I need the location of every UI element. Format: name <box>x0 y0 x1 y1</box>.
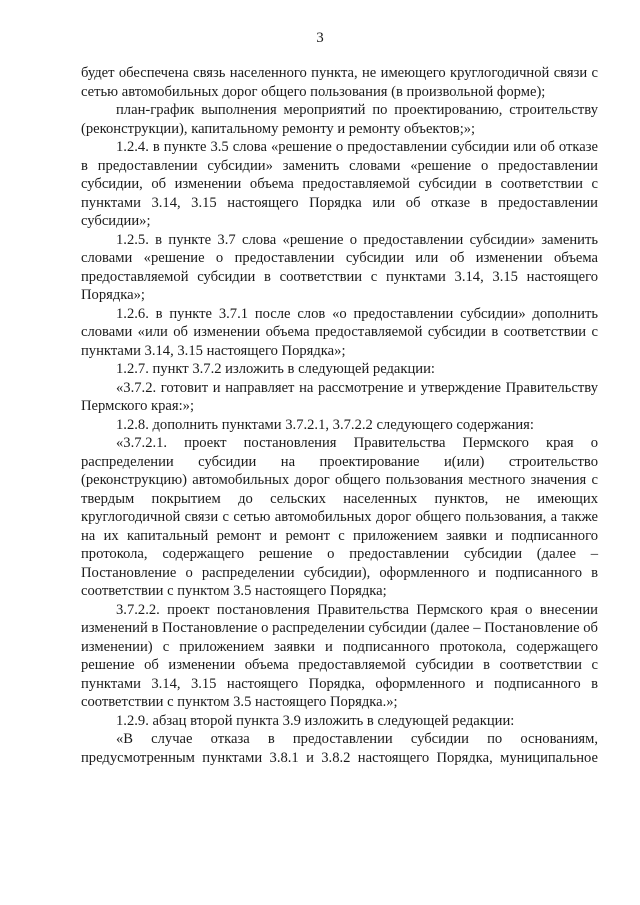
paragraph-9: «3.7.2.1. проект постановления Правительства Пермского края о распределении субсидии на проектирование и(или) строительство (реконструкцию) автомобильных дорог общего пользования местного значения с твердым покрытием до сельских населенных пунктов, не имеющих круглогодичной связи с сетью автомобильных дорог общего пользования, а также на их капитальный ремонт и ремонт с приложением заявки и подписанного протокола, содержащего решение о предоставлении субсидии (далее – Постановление о распределении субсидии), оформленного и подписанного в соответствии с пунктом 3.5 настоящего Порядка; <box>81 435 598 599</box>
paragraph-11: 1.2.9. абзац второй пункта 3.9 изложить в следующей редакции: <box>116 712 515 729</box>
paragraph-10: 3.7.2.2. проект постановления Правительства Пермского края о внесении изменений в Постановление о распределении субсидии (далее – Постановление об изменении) с приложением заявки и подписанного протокола, содержащего решение об изменении объема предоставляемой субсидии в соответствии с пунктами 3.14, 3.15 настоящего Порядка, оформленного и подписанного в соответствии с пунктом 3.5 настоящего Порядка.»; <box>81 601 598 710</box>
paragraph-5: 1.2.6. в пункте 3.7.1 после слов «о предоставлении субсидии» дополнить словами «или об изменении объема предоставляемой субсидии в соответствии с пунктами 3.14, 3.15 настоящего Порядка»; <box>81 305 598 359</box>
paragraph-1: будет обеспечена связь населенного пункта, не имеющего круглогодичной связи с сетью автомобильных дорог общего пользования (в произвольной форме); <box>81 65 598 100</box>
paragraph-8: 1.2.8. дополнить пунктами 3.7.2.1, 3.7.2.2 следующего содержания: <box>116 416 534 433</box>
page-number: 3 <box>316 30 324 46</box>
paragraph-3: 1.2.4. в пункте 3.5 слова «решение о предоставлении субсидии или об отказе в предоставлении субсидии» заменить словами «решение о предоставлении субсидии, об изменении объема предоставляемой субсидии в соответствии с пунктами 3.14, 3.15 настоящего Порядка или об отказе в предоставлении субсидии»; <box>81 139 598 229</box>
paragraph-2: план-график выполнения мероприятий по проектированию, строительству (реконструкции), капитальному ремонту и ремонту объектов;»; <box>81 102 598 137</box>
paragraph-6: 1.2.7. пункт 3.7.2 изложить в следующей редакции: <box>116 361 435 377</box>
paragraph-4: 1.2.5. в пункте 3.7 слова «решение о предоставлении субсидии» заменить словами «решение о предоставлении субсидии или об изменении объема предоставляемой субсидии в соответствии с пунктами 3.14, 3.15 настоящего Порядка»; <box>81 231 598 303</box>
document-body <box>81 64 598 767</box>
paragraph-12: «В случае отказа в предоставлении субсидии по основаниям, предусмотренным пунктами 3.8.1 и 3.8.2 настоящего Порядка, муниципальное <box>81 731 598 766</box>
paragraph-7: «3.7.2. готовит и направляет на рассмотрение и утверждение Правительству Пермского края:»; <box>81 379 598 414</box>
